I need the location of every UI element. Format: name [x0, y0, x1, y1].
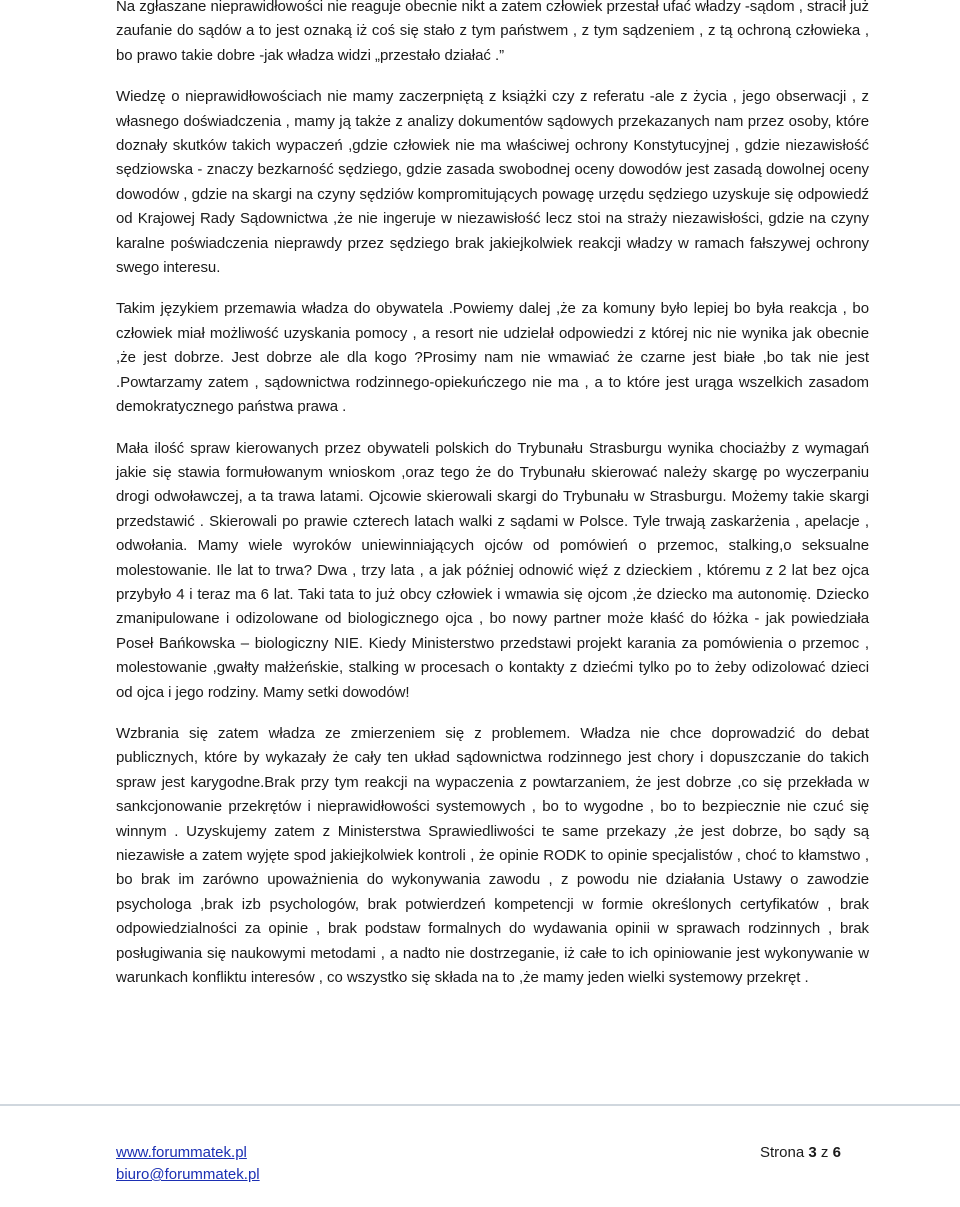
paragraph-4: Mała ilość spraw kierowanych przez obywateli polskich do Trybunału Strasburgu wynika chociażby z wymagań jakie się stawia formułowanym wnioskom ,oraz tego że do Trybunału skierować należy skargę po wyczerpaniu drogi odwoławczej, a ta trawa latami. Ojcowie skierowali skargi do Trybunału w Strasburgu. Możemy takie skargi przedstawić . Skierowali po prawie czterech latach walki z sądami w Polsce. Tyle trwają zaskarżenia , apelacje , odwołania. Mamy wiele wyroków uniewinniających ojców od pomówień o przemoc, stalking,o seksualne molestowanie. Ile lat to trwa? Dwa , trzy lata , a jak później odnowić więź z dzieckiem , któremu z 2 lat bez ojca przybyło 4 i teraz ma 6 lat. Taki tata to już obcy człowiek i wmawia się ojcom ,że dziecko ma autonomię. Dziecko zmanipulowane i odizolowane od biologicznego ojca , bo nowy partner może kłaść do łóżka - jak powiedziała Poseł Bańkowska – biologiczny NIE. Kiedy Ministerstwo przedstawi projekt karania za pomówienia o przemoc , molestowanie ,gwałty małżeńskie, stalking w procesach o kontakty z dziećmi tylko po to żeby odizolować dzieci od ojca i jego rodziny. Mamy setki dowodów! — [116, 439, 869, 701]
paragraph-2: Wiedzę o nieprawidłowościach nie mamy zaczerpniętą z książki czy z referatu -ale z życia , jego obserwacji , z własnego doświadczenia , mamy ją także z analizy dokumentów sądowych przekazanych nam przez osoby, które doznały skutków takich wypaczeń ,gdzie człowiek nie ma właściwej ochrony Konstytucyjnej , gdzie niezawisłość sędziowska - znaczy bezkarność sędziego, gdzie zasada swobodnej oceny dowodów jest zasadą dowolnej oceny dowodów , gdzie na skargi na czyny sędziów kompromitujących powagę urzędu sędziego uzyskuje się odpowiedź od Krajowej Rady Sądownictwa ,że nie ingeruje w niezawisłość lecz stoi na straży niezawisłości, gdzie na czyny karalne poświadczenia nieprawdy przez sędziego brak jakiejkolwiek reakcji władzy w ramach fałszywej ochrony swego interesu. — [116, 88, 869, 277]
website-link[interactable]: www.forummatek.pl — [116, 1144, 247, 1161]
paragraph-5: Wzbrania się zatem władza ze zmierzeniem się z problemem. Władza nie chce doprowadzić do debat publicznych, które by wykazały że cały ten układ sądownictwa rodzinnego jest chory i dopuszczanie do takich spraw jest karygodne.Brak przy tym reakcji na wypaczenia z powtarzaniem, że jest dobrze ,co się przekłada w sankcjonowanie przekrętów i nieprawidłowości systemowych , bo to wygodne , bo to bezpiecznie nie czuć się winnym . Uzyskujemy zatem z Ministerstwa Sprawiedliwości te same przekazy ,że jest dobrze, bo sądy są niezawisłe a zatem wyjęte spod jakiejkolwiek kontroli , że opinie RODK to opinie specjalistów , choć to kłamstwo , bo brak im zarówno upoważnienia do wykonywania zawodu , z powodu nie działania Ustawy o zawodzie psychologa ,brak izb psychologów, brak potwierdzeń kompetencji w formie określonych certyfikatów , brak odpowiedzialności za opinie , brak podstaw formalnych do wydawania opinii w sprawach rodzinnych , brak posługiwania się naukowymi metodami , a nadto nie dostrzeganie, iż całe to ich opiniowanie jest wykonywanie w warunkach konfliktu interesów , co wszystko się składa na to ,że mamy jeden wielki systemowy przekręt . — [116, 724, 869, 987]
page-current: 3 — [808, 1144, 817, 1161]
page-total: 6 — [832, 1144, 841, 1161]
page-label: Strona — [760, 1144, 805, 1161]
paragraph-3: Takim językiem przemawia władza do obywatela .Powiemy dalej ,że za komuny było lepiej bo była reakcja , bo człowiek miał możliwość uzyskania pomocy , a resort nie udzielał odpowiedzi z której nic nie wynika jak obecnie ,że jest dobrze. Jest dobrze ale dla kogo ?Prosimy nam nie wmawiać że czarne jest białe ,bo tak nie jest .Powtarzamy zatem , sądownictwa rodzinnego-opiekuńczego nie ma , a to które jest urąga wszelkich zasadom demokratycznego państwa prawa . — [116, 300, 869, 416]
document-body — [116, 0, 869, 1007]
paragraph-1: Na zgłaszane nieprawidłowości nie reaguje obecnie nikt a zatem człowiek przestał ufać władzy -sądom , stracił już zaufanie do sądów a to jest oznaką iż coś się stało z tym państwem , z tym sądzeniem , z tą ochroną człowieka , bo prawo takie dobre -jak władza widzi „przestało działać .” — [116, 0, 869, 64]
page-separator: z — [820, 1144, 829, 1161]
footer-divider — [0, 1104, 960, 1106]
page-number — [760, 1142, 841, 1164]
email-link[interactable]: biuro@forummatek.pl — [116, 1166, 260, 1183]
footer-links — [116, 1142, 260, 1186]
